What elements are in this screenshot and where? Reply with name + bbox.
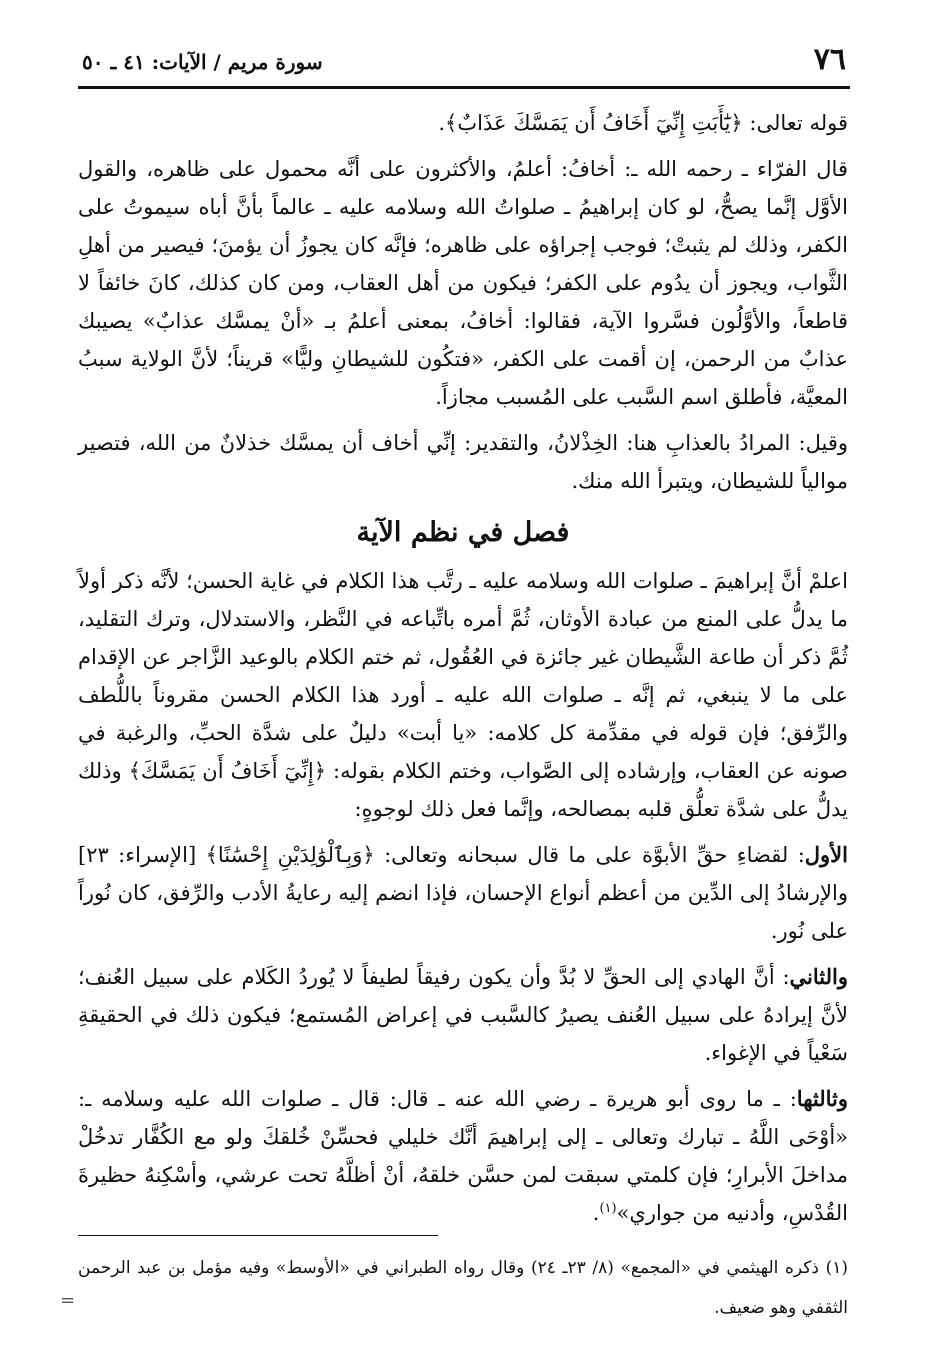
running-title: سورة مريم / الآيات: ٤١ ـ ٥٠ (82, 50, 323, 74)
page-number: ٧٦ (813, 42, 846, 77)
footnote-reference[interactable]: (١) (599, 1201, 617, 1216)
label-third: وثالثها (796, 1086, 848, 1111)
paragraph-khidhlan: وقيل: المرادُ بالعذابِ هنا: الخِذْلانُ، والتقدير: إنِّي أخاف أن يمسَّك خذلانٌ من الله، فتصير موالياً للشيطان، ويتبرأ الله منك. (78, 431, 849, 493)
text-second: : أنَّ الهادي إلى الحقِّ لا بُدَّ وأن يكون رفيقاً لطيفاً لا يُوردُ الكَلام على سبيل العُنف؛ لأنَّ إيرادهُ على سبيل العُنف يصيرُ كالسَّبب في إعراض المُستمع؛ فيكون ذلك في الحقيقةِ سَعْياً في الإغواء. (78, 965, 848, 1065)
label-second: والثاني (789, 964, 848, 989)
text-third-end: . (592, 1201, 600, 1225)
paragraph-verse: قوله تعالى: ﴿يَٰٓأَبَتِ إِنِّيٓ أَخَافُ أَن يَمَسَّكَ عَذَابٌ﴾. (438, 111, 848, 135)
main-text (78, 104, 848, 1240)
text-third: : ـ ما روى أبو هريرة ـ رضي الله عنه ـ قال: قال ـ صلوات الله عليه وسلامه ـ: «أوْحَى اللَّهُ ـ تبارك وتعالى ـ إلى إبراهيمَ أنَّك خليلي فحسِّنْ خُلقكَ ولو مع الكُفَّار تدخُلْ مداخلَ الأبرارِ؛ فإن كلمتي سبقت لمن حسَّن خلقهُ، أنْ أظلَّهُ تحت عرشي، وأسْكِنهُ حظيرةَ القُدْسِ، وأدنيه من جواري» (78, 1087, 848, 1225)
paragraph-nazm: اعلمْ أنَّ إبراهيمَ ـ صلوات الله وسلامه عليه ـ رتَّب هذا الكلام في غاية الحسن؛ لأنَّه ذكر أولاً ما يدلُّ على المنع من عبادة الأوثان، ثُمَّ أمره باتِّباعه في النَّظر، والاستدلال، وترك التقليد، ثُمَّ ذكر أن طاعة الشَّيطان غير جائزة في العُقُول، ثم ختم الكلام بالوعيد الزَّاجر عن الإقدام على ما لا ينبغي، ثم إنَّه ـ صلوات الله عليه ـ أورد هذا الكلام الحسن مقروناً باللُّطف والرِّفق؛ فإن قوله في مقدِّمة كل كلامه: «يا أبت» دليلٌ على شدَّة الحبِّ، والرغبة في صونه عن العقاب، وإرشاده إلى الصَّواب، وختم الكلام بقوله: ﴿إِنِّيٓ أَخَافُ أَن يَمَسَّكَ﴾ وذلك يدلُّ على شدَّة تعلُّق قلبه بمصالحه، وإنَّما فعل ذلك لوجوهٍ: (78, 569, 848, 821)
text-first: : لقضاءِ حقِّ الأبوَّة على ما قال سبحانه وتعالى: ﴿وَبِٱلْوَٰلِدَيْنِ إِحْسَٰنًا﴾ [الإسراء: ٢٣] والإرشادُ إلى الدِّين من أعظم أنواع الإحسان، فإذا انضم إليه رعايةُ الأدب والرِّفق، كان نُوراً على نُور. (78, 843, 848, 943)
label-first: الأول (804, 842, 848, 867)
paragraph-farra: قال الفرّاء ـ رحمه الله ـ: أخافُ: أعلمُ، والأكثرون على أنَّه محمول على ظاهره، والقول الأوَّل إنَّما يصحُّ، لو كان إبراهيمُ ـ صلواتُ الله وسلامه عليه ـ عالماً بأنَّ أباه سيموتُ على الكفر، وذلك لم يثبتْ؛ فوجب إجراؤه على ظاهره؛ فإنَّه كان يجوزُ أن يؤمنَ؛ فيصير من أهلِ الثَّواب، ويجوز أن يدُوم على الكفر؛ فيكون من أهل العقاب، ومن كان كذلك، كانَ خائفاً لا قاطعاً، والأوَّلُون فسَّروا الآية، فقالوا: أخافُ، بمعنى أعلمُ بـ «أنْ يمسَّك عذابٌ» يصيبك عذابٌ من الرحمن، إن أقمت على الكفر، «فتكُون للشيطانِ وليًّا» قريناً؛ لأنَّ الولاية سببُ المعيَّة، فأطلق اسم السَّبب على المُسبب مجازاً. (78, 157, 848, 409)
section-heading: فصل في نظم الآية (356, 517, 570, 548)
paragraph-first (78, 836, 848, 950)
footnote-divider (78, 1235, 438, 1236)
margin-mark: = (60, 1290, 76, 1311)
footnote: (١) ذكره الهيثمي في «المجمع» (٨/ ٢٣ـ ٢٤) وقال رواه الطبراني في «الأوسط» وفيه مؤمل بن عبد الرحمن الثقفي وهو ضعيف. (78, 1258, 848, 1318)
paragraph-second (78, 958, 848, 1072)
page-header (78, 36, 850, 89)
paragraph-third (78, 1080, 848, 1232)
